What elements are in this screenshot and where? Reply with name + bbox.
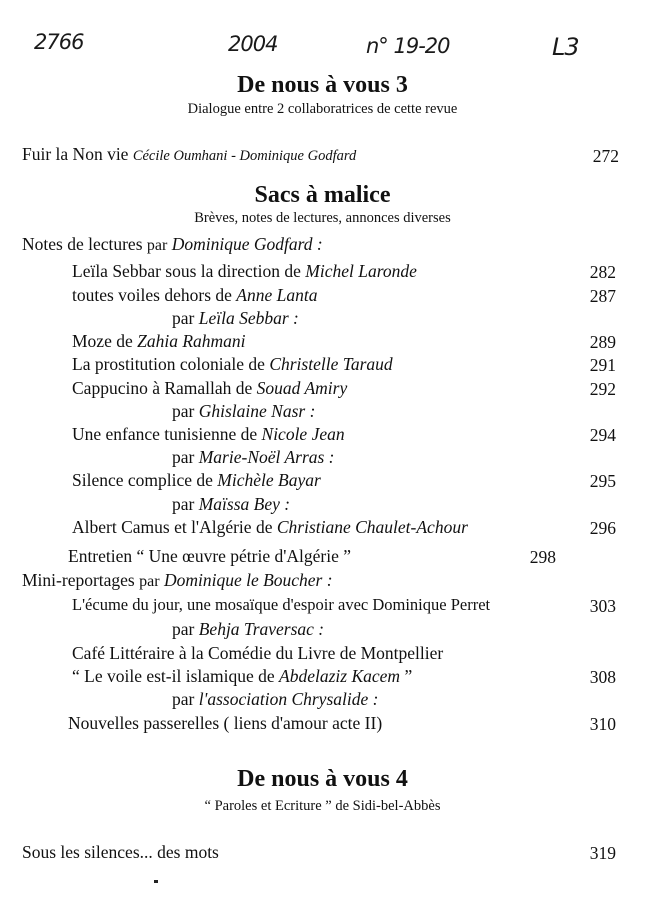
toc-entry <box>22 144 356 165</box>
page-number: 296 <box>589 518 616 538</box>
entry-text: Cappucino à Ramallah de <box>72 378 253 398</box>
entry-author: Christelle Taraud <box>269 354 393 374</box>
byline-par: par <box>172 619 195 639</box>
byline-par: par <box>172 308 195 328</box>
notes-heading <box>22 234 323 255</box>
toc-entry <box>72 424 345 445</box>
mini-heading-author: Dominique le Boucher : <box>163 570 333 590</box>
toc-entry: Sous les silences... des mots <box>22 842 219 862</box>
toc-entry <box>72 285 317 306</box>
entry-author: Michèle Bayar <box>217 470 321 490</box>
byline <box>172 401 315 422</box>
byline-author: Behja Traversac : <box>198 619 325 639</box>
interview-entry: Entretien “ Une œuvre pétrie d'Algérie ” <box>68 546 352 566</box>
byline-author: Leïla Sebbar : <box>198 308 299 328</box>
byline <box>172 308 299 329</box>
byline-par: par <box>172 447 195 467</box>
toc-entry: Café Littéraire à la Comédie du Livre de Montpellier <box>72 643 444 663</box>
byline <box>172 619 324 640</box>
entry-authors: Cécile Oumhani - Dominique Godfard <box>132 148 357 164</box>
byline <box>172 447 335 468</box>
toc-entry <box>72 378 347 399</box>
page-number: 287 <box>589 286 616 306</box>
entry-text: Moze de <box>72 331 133 351</box>
toc-entry: L'écume du jour, une mosaïque d'espoir avec Dominique Perret <box>72 595 491 614</box>
entry-title: Fuir la Non vie <box>22 144 129 164</box>
entry-author: Christiane Chaulet-Achour <box>276 517 468 537</box>
byline <box>172 689 378 710</box>
entry-text: Albert Camus et l'Algérie de <box>72 517 273 537</box>
byline-author: Maïssa Bey : <box>198 494 291 514</box>
entry-author: Nicole Jean <box>261 424 345 444</box>
byline-par: par <box>172 494 195 514</box>
entry-text: Une enfance tunisienne de <box>72 424 258 444</box>
page-number: 298 <box>529 547 556 567</box>
toc-entry <box>72 666 412 687</box>
byline-par: par <box>172 689 195 709</box>
page-number: 295 <box>589 471 616 491</box>
section-title-3: De nous à vous 4 <box>237 766 408 792</box>
entry-author: Souad Amiry <box>256 378 348 398</box>
entry-author: Anne Lanta <box>236 285 318 305</box>
page-number: 294 <box>589 425 616 445</box>
handwritten-year: 2004 <box>228 32 278 56</box>
page-number: 291 <box>589 355 616 375</box>
toc-entry <box>72 354 393 375</box>
entry-text: toutes voiles dehors de <box>72 285 232 305</box>
page-number: 310 <box>589 714 616 734</box>
section-subtitle-2: Brèves, notes de lectures, annonces diverses <box>194 210 451 226</box>
page-number: 289 <box>589 332 616 352</box>
mini-heading-label: Mini-reportages <box>22 570 135 590</box>
page-number: 272 <box>592 146 619 166</box>
section-title-2: Sacs à malice <box>254 182 391 208</box>
handwritten-issue: n° 19-20 <box>366 34 450 58</box>
page-number: 303 <box>589 596 616 616</box>
mini-reportages-heading <box>22 570 333 591</box>
section-title-1: De nous à vous 3 <box>237 72 408 98</box>
page-number: 282 <box>589 262 616 282</box>
byline-author: Marie-Noël Arras : <box>198 447 335 467</box>
entry-text: La prostitution coloniale de <box>72 354 265 374</box>
stray-mark <box>154 880 158 883</box>
entry-author: Zahia Rahmani <box>137 331 246 351</box>
mini-heading-par: par <box>139 573 160 590</box>
toc-entry <box>72 331 246 352</box>
toc-entry <box>72 470 321 491</box>
toc-entry <box>72 517 468 538</box>
handwritten-ref: 2766 <box>34 30 84 54</box>
byline-par: par <box>172 401 195 421</box>
notes-heading-label: Notes de lectures <box>22 234 143 254</box>
entry-text: “ Le voile est-il islamique de <box>72 666 275 686</box>
section-subtitle-3: “ Paroles et Ecriture ” de Sidi-bel-Abbès <box>204 798 441 814</box>
entry-author: Abdelaziz Kacem <box>279 666 401 686</box>
notes-heading-author: Dominique Godfard : <box>171 234 323 254</box>
toc-entry: Nouvelles passerelles ( liens d'amour acte II) <box>68 713 383 733</box>
byline-author: Ghislaine Nasr : <box>198 401 316 421</box>
notes-heading-par: par <box>146 237 168 254</box>
entry-text: Silence complice de <box>72 470 213 490</box>
section-subtitle-1: Dialogue entre 2 collaboratrices de cette revue <box>187 101 458 117</box>
entry-text: Leïla Sebbar sous la direction de <box>72 261 301 281</box>
byline <box>172 494 290 515</box>
entry-suffix: ” <box>404 666 413 686</box>
toc-entry <box>72 261 417 282</box>
entry-author: Michel Laronde <box>305 261 417 281</box>
byline-author: l'association Chrysalide : <box>198 689 379 709</box>
page-number: 319 <box>589 843 616 863</box>
page-number: 292 <box>589 379 616 399</box>
page-number: 308 <box>589 667 616 687</box>
handwritten-code: L3 <box>552 33 579 61</box>
